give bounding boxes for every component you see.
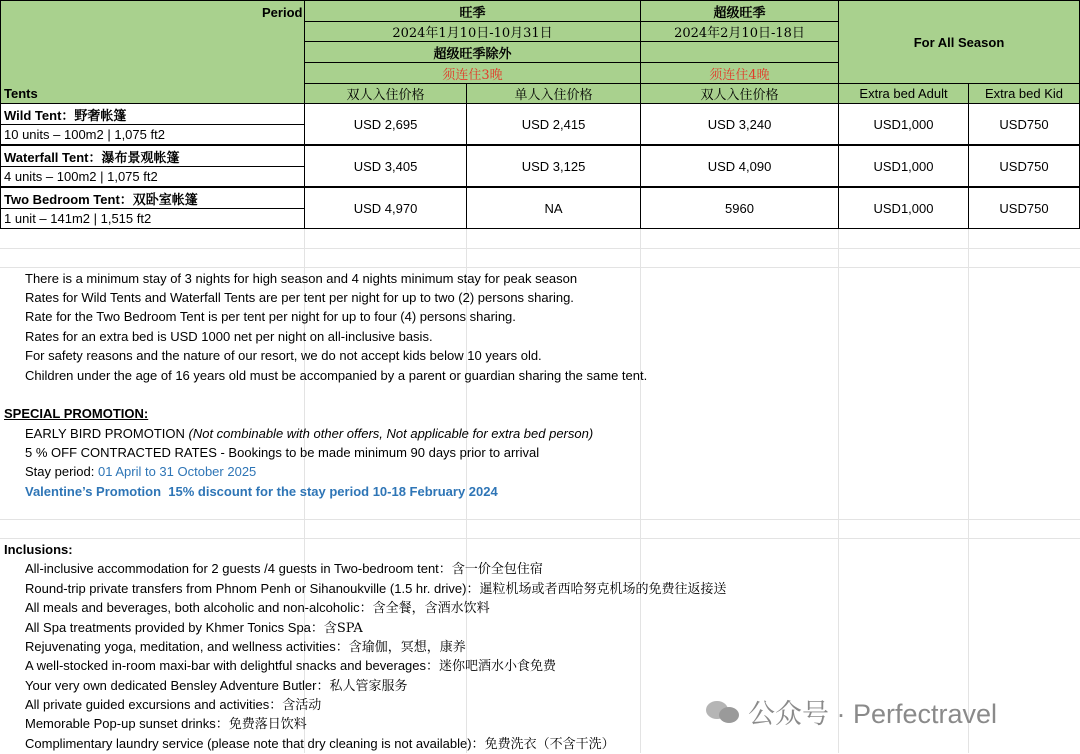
rate-extra-adult: USD1,000 (838, 145, 969, 187)
rate-extra-kid: USD750 (968, 187, 1080, 229)
peak-season-title: 超级旺季 (640, 0, 839, 22)
rate-double: USD 4,970 (304, 187, 467, 229)
rate-peak: 5960 (640, 187, 839, 229)
table-row-name (0, 145, 305, 167)
wechat-icon (706, 699, 740, 725)
note-line: Rate for the Two Bedroom Tent is per tent per night for up to four (4) persons sharing. (25, 309, 516, 324)
tent-name: Waterfall Tent： (4, 149, 102, 165)
stay-period-line (25, 462, 256, 481)
inclusion-cn: 迷你吧酒水小食免费 (439, 659, 557, 674)
table-row-name (0, 103, 305, 125)
tent-details: 1 unit – 141m2 | 1,515 ft2 (0, 208, 305, 229)
list-item (25, 598, 490, 618)
high-season-dates: 2024年1月10日-10月31日 (304, 21, 641, 42)
inclusion-cn: 暹粒机场或者西哈努克机场的免费往返接送 (479, 582, 727, 597)
tent-details: 4 units – 100m2 | 1,075 ft2 (0, 166, 305, 187)
inclusion-en: Your very own dedicated Bensley Adventure Butler： (25, 678, 330, 693)
rate-double: USD 3,405 (304, 145, 467, 187)
col-extra-adult: Extra bed Adult (838, 83, 969, 104)
rate-peak: USD 4,090 (640, 145, 839, 187)
list-item (25, 656, 556, 676)
high-season-min-stay: 须连住3晚 (304, 62, 641, 84)
stay-value: 01 April to 31 October 2025 (98, 464, 257, 479)
note-line: Rates for Wild Tents and Waterfall Tents are per tent per night for up to two (2) persons sharing. (25, 290, 574, 305)
inclusion-en: All-inclusive accommodation for 2 guests /4 guests in Two-bedroom tent： (25, 561, 452, 576)
high-season-exclusion: 超级旺季除外 (304, 41, 641, 63)
note-line: There is a minimum stay of 3 nights for high season and 4 nights minimum stay for peak season (25, 271, 578, 286)
early-bird-title: EARLY BIRD PROMOTION (25, 426, 185, 441)
promotion-heading: SPECIAL PROMOTION: (4, 406, 149, 421)
inclusion-cn: 含SPA (323, 621, 363, 636)
inclusion-cn: 含全餐，含酒水饮料 (372, 601, 490, 616)
col-single: 单人入住价格 (466, 83, 641, 104)
note-line: For safety reasons and the nature of our resort, we do not accept kids below 10 years old. (25, 348, 542, 363)
inclusion-en: Complimentary laundry service (please note that dry cleaning is not available)： (25, 736, 485, 751)
discount-line: 5 % OFF CONTRACTED RATES - Bookings to be made minimum 90 days prior to arrival (25, 445, 540, 460)
peak-season-min-stay: 须连住4晚 (640, 62, 839, 84)
col-extra-kid: Extra bed Kid (968, 83, 1080, 104)
inclusion-en: All Spa treatments provided by Khmer Tonics Spa： (25, 620, 324, 635)
inclusion-cn: 私人管家服务 (329, 679, 408, 694)
all-season-header: For All Season (838, 0, 1080, 84)
tent-name: Wild Tent： (4, 107, 75, 123)
inclusion-en: All meals and beverages, both alcoholic and non-alcoholic： (25, 600, 373, 615)
tent-name: Two Bedroom Tent： (4, 191, 133, 207)
list-item (25, 714, 307, 734)
note-line: Rates for an extra bed is USD 1000 net per night on all-inclusive basis. (25, 329, 433, 344)
col-peak-double: 双人入住价格 (640, 83, 839, 104)
rate-extra-adult: USD1,000 (838, 187, 969, 229)
rate-double: USD 2,695 (304, 103, 467, 145)
tent-name-cn: 双卧室帐篷 (132, 192, 198, 208)
list-item (25, 618, 363, 638)
rate-extra-kid: USD750 (968, 103, 1080, 145)
watermark-text: 公众号 · Perfectravel (748, 699, 998, 729)
inclusion-cn: 免费洗衣（不含干洗） (484, 737, 615, 752)
list-item (25, 734, 615, 754)
stay-label: Stay period: (25, 464, 95, 479)
rate-extra-kid: USD750 (968, 145, 1080, 187)
tents-label: Tents (4, 86, 38, 101)
tent-details: 10 units – 100m2 | 1,075 ft2 (0, 124, 305, 145)
tent-name-cn: 野奢帐篷 (74, 108, 127, 124)
inclusion-cn: 含一价全包住宿 (451, 562, 543, 577)
table-row-name (0, 187, 305, 209)
list-item (25, 695, 321, 715)
rate-single: USD 2,415 (466, 103, 641, 145)
list-item (25, 559, 543, 579)
peak-season-blank (640, 41, 839, 63)
inclusion-en: Rejuvenating yoga, meditation, and wellness activities： (25, 639, 349, 654)
valentine-line: Valentine’s Promotion 15% discount for the stay period 10-18 February 2024 (25, 484, 498, 499)
watermark (706, 692, 997, 731)
inclusion-cn: 含活动 (282, 698, 322, 713)
note-line: Children under the age of 16 years old must be accompanied by a parent or guardian sharing the same tent. (25, 368, 648, 383)
inclusion-en: A well-stocked in-room maxi-bar with delightful snacks and beverages： (25, 658, 440, 673)
tent-name-cn: 瀑布景观帐篷 (101, 150, 180, 166)
inclusion-cn: 含瑜伽，冥想，康养 (348, 640, 466, 655)
inclusion-cn: 免费落日饮料 (228, 717, 307, 732)
period-label: Period (262, 5, 303, 20)
rate-peak: USD 3,240 (640, 103, 839, 145)
list-item (25, 579, 727, 599)
list-item (25, 676, 408, 696)
col-double: 双人入住价格 (304, 83, 467, 104)
high-season-title: 旺季 (304, 0, 641, 22)
early-bird-line (25, 424, 593, 443)
rate-single: NA (466, 187, 641, 229)
inclusion-en: All private guided excursions and activities： (25, 697, 283, 712)
inclusion-en: Memorable Pop-up sunset drinks： (25, 716, 229, 731)
period-header-block (0, 0, 305, 104)
rate-single: USD 3,125 (466, 145, 641, 187)
rate-extra-adult: USD1,000 (838, 103, 969, 145)
list-item (25, 637, 466, 657)
peak-season-dates: 2024年2月10日-18日 (640, 21, 839, 42)
inclusion-en: Round-trip private transfers from Phnom Penh or Sihanoukville (1.5 hr. drive)： (25, 581, 480, 596)
inclusions-heading: Inclusions: (4, 542, 73, 557)
early-bird-note: (Not combinable with other offers, Not applicable for extra bed person) (188, 426, 594, 441)
